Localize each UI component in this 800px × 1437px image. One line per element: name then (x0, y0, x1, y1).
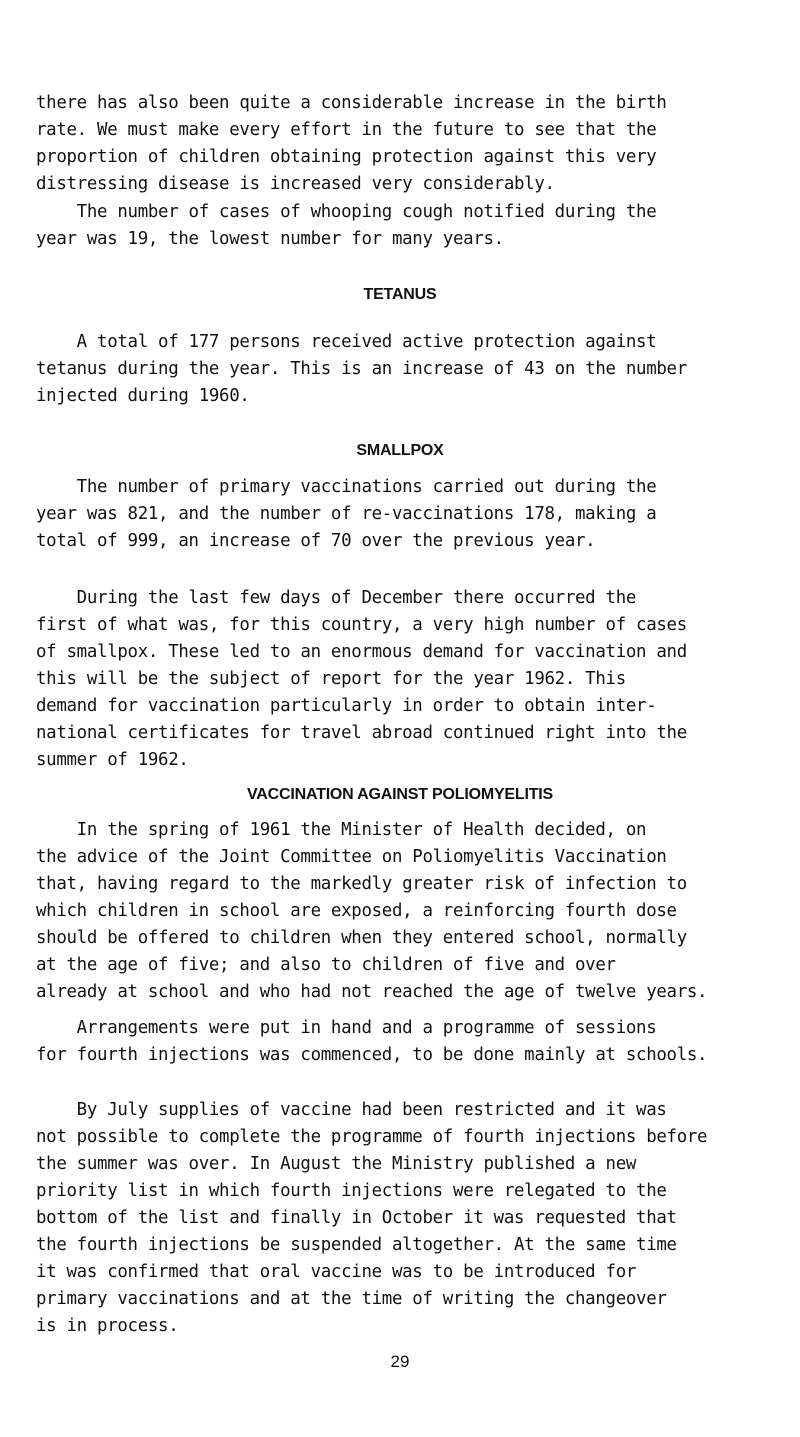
paragraph-smallpox-vaccinations: The number of primary vaccinations carried out during the year was 821, and the number of re-vaccinations 178, making a total of 999, an increase of 70 over the previous year. (36, 477, 657, 551)
paragraph-polio-arrangements: Arrangements were put in hand and a programme of sessions for fourth injections was commenced, to be done mainly at schools. (36, 1018, 708, 1065)
paragraph-birth-rate: there has also been quite a considerable increase in the birth rate. We must make every effort in the future to see that the proportion of children obtaining protection against this very distressing disease is increased very considerably. (36, 93, 667, 194)
heading-smallpox: SMALLPOX (356, 442, 444, 459)
page-number: 29 (390, 1352, 410, 1371)
paragraph-tetanus: A total of 177 persons received active protection against tetanus during the year. This is an increase of 43 on the number injected during 1960. (36, 332, 687, 406)
paragraph-polio-supplies: By July supplies of vaccine had been restricted and it was not possible to complete the programme of fourth injections before the summer was over. In August the Ministry published a new priority list in which fourth injections were relegated to the bottom of the list and finally in October it was requested that the fourth injections be suspended altogether. At the same time it was confirmed that oral vaccine was to be introduced for primary vaccinations and at the time of writing the changeover is in process. (36, 1100, 708, 1336)
paragraph-whooping-cough: The number of cases of whooping cough notified during the year was 19, the lowest number for many years. (36, 202, 657, 249)
heading-tetanus: TETANUS (363, 286, 437, 303)
heading-poliomyelitis: VACCINATION AGAINST POLIOMYELITIS (247, 786, 553, 803)
paragraph-polio-fourth-dose: In the spring of 1961 the Minister of Health decided, on the advice of the Joint Committee on Poliomyelitis Vaccination that, having regard to the markedly greater risk of infection to which children in school are exposed, a reinforcing fourth dose should be offered to children when they entered school, normally at the age of five; and also to children of five and over already at school and who had not reached the age of twelve years. (36, 820, 708, 1002)
paragraph-smallpox-december: During the last few days of December there occurred the first of what was, for this country, a very high number of cases of smallpox. These led to an enormous demand for vaccination and this will be the subject of report for the year 1962. This demand for vaccination particularly in order to obtain inter- national certificates for travel abroad continued right into the summer of 1962. (36, 588, 687, 770)
